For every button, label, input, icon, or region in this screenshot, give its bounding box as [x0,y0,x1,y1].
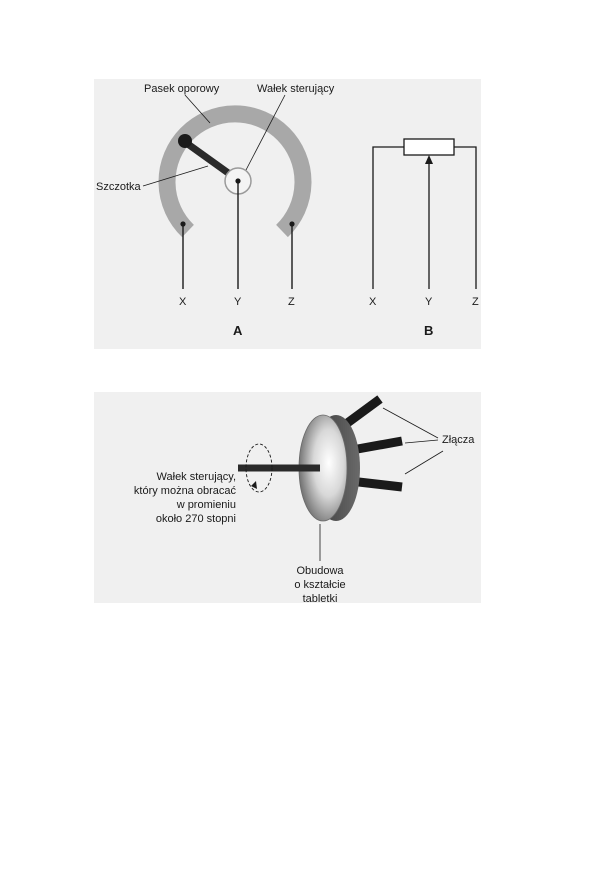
label-body-line2: o kształcie [294,579,346,591]
lead-x-dot [180,221,185,226]
label-body-line1: Obudowa [296,565,344,577]
label-resistive-strip: Pasek oporowy [144,83,220,95]
b-terminal-label-x: X [369,296,377,308]
rotation-arrow [251,481,257,489]
label-shaft-line1: Wałek sterujący, [156,471,236,483]
label-shaft-line2: który można obracać [133,485,236,497]
b-terminal-label-y: Y [425,296,433,308]
diagram-b [369,139,479,338]
label-wiper: Szczotka [96,181,141,193]
caption-a: A [233,323,243,338]
terminal-label-x: X [179,296,187,308]
wiper-tip [178,134,192,148]
lead-b-z [454,147,476,289]
label-shaft-line4: około 270 stopni [155,513,236,525]
terminal-label-y: Y [234,296,242,308]
lead-z-dot [289,221,294,226]
resistor-symbol [404,139,454,155]
leader-connectors-2 [405,440,438,443]
connector-middle [352,441,402,450]
caption-b: B [424,323,434,338]
leader-connectors-1 [383,408,438,438]
leader-connectors-3 [405,451,443,474]
wiper-arrow [425,155,433,164]
connector-top [346,399,380,424]
diagram-c [134,399,475,605]
terminal-label-z: Z [288,296,295,308]
diagram-a [96,83,335,338]
label-shaft-line3: w promieniu [176,499,236,511]
lead-b-x [373,147,404,289]
b-terminal-label-z: Z [472,296,479,308]
label-control-shaft: Wałek sterujący [257,83,335,95]
label-body-line3: tabletki [302,593,338,605]
label-connectors: Złącza [442,434,475,446]
